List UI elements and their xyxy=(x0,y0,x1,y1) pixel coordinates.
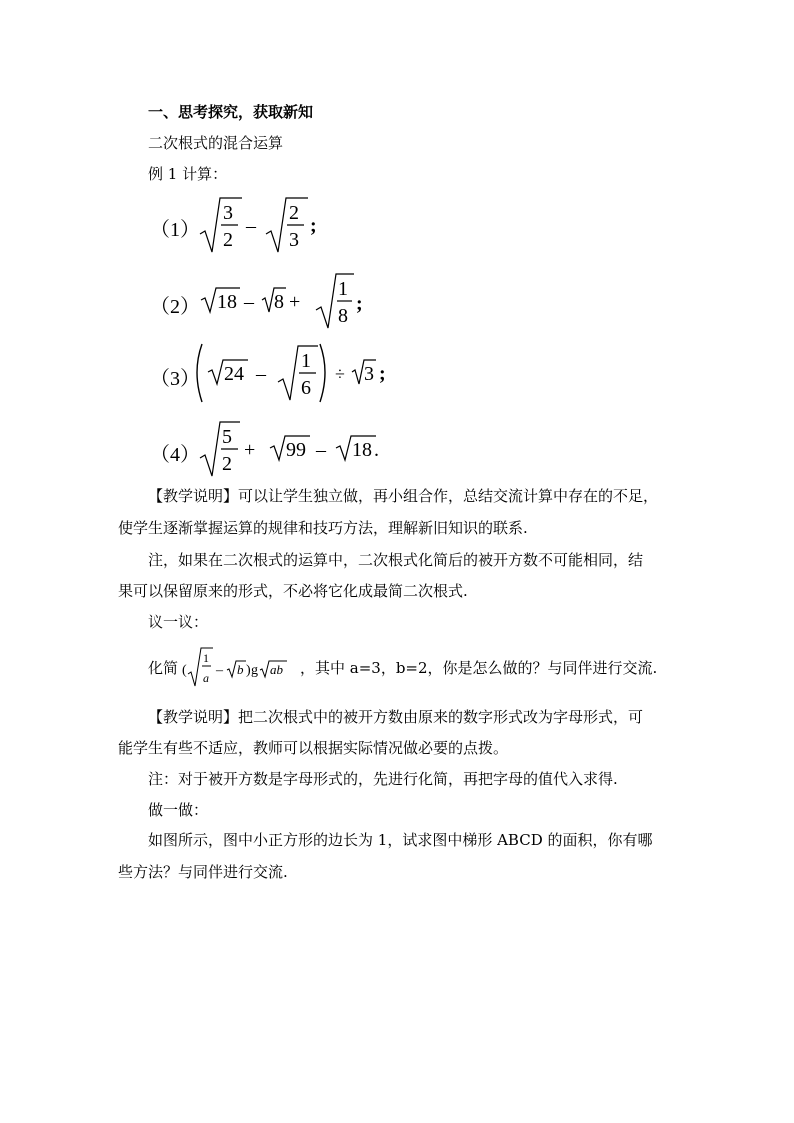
topic-title: 二次根式的混合运算 xyxy=(148,134,284,152)
p2-tail: ; xyxy=(356,293,363,315)
p4-operator-2: – xyxy=(316,439,326,461)
p1-operator: – xyxy=(246,215,256,237)
simplify-expression xyxy=(180,644,292,692)
teaching-note-1-line-1: 【教学说明】可以让学生独立做，再小组合作，总结交流计算中存在的不足， xyxy=(148,487,659,505)
p4-tail: . xyxy=(374,439,379,461)
problem-2-expression xyxy=(198,270,378,332)
simplify-minus: – xyxy=(216,663,223,678)
problem-1-label: （1） xyxy=(150,219,200,241)
p3-radicand-2: 3 xyxy=(364,363,374,385)
simplify-radicand-b: b xyxy=(237,662,244,677)
simplify-radicand-ab: ab xyxy=(270,662,283,677)
right-paren xyxy=(320,344,325,402)
p3-divide: ÷ xyxy=(335,364,345,384)
p1-a-numerator: 3 xyxy=(223,202,233,224)
simplify-prefix: 化简 xyxy=(148,659,179,677)
note-1-line-2: 果可以保留原来的形式，不必将它化成最简二次根式. xyxy=(118,582,468,600)
close-paren: ) xyxy=(246,663,251,678)
do-label: 做一做： xyxy=(148,801,209,819)
simplify-numerator: 1 xyxy=(203,651,209,665)
p3-denominator: 6 xyxy=(301,377,311,399)
p2-operator-2: + xyxy=(289,291,301,313)
p1-b-denominator: 3 xyxy=(289,229,299,251)
p4-radicand-2: 18 xyxy=(352,439,372,461)
problem-1-expression xyxy=(196,196,336,258)
simplify-mid: g xyxy=(251,663,258,678)
note-1-line-1: 注，如果在二次根式的运算中，二次根式化简后的被开方数不可能相同，结 xyxy=(148,551,644,569)
radical-sign xyxy=(188,648,213,686)
p3-numerator: 1 xyxy=(301,350,311,372)
p2-denominator: 8 xyxy=(338,305,348,327)
example-label: 例 1 计算： xyxy=(148,165,228,183)
p4-denominator: 2 xyxy=(222,453,232,475)
p2-operator-1: – xyxy=(244,291,254,313)
problem-4-expression xyxy=(198,418,398,480)
p2-numerator: 1 xyxy=(338,278,348,300)
p2-radicand-1: 18 xyxy=(217,291,237,313)
problem-3-expression xyxy=(192,340,402,406)
p2-radicand-2: 8 xyxy=(274,291,284,313)
problem-3-label: （3） xyxy=(150,368,200,390)
teaching-note-2-line-1: 【教学说明】把二次根式中的被开方数由原来的数字形式改为字母形式，可 xyxy=(148,708,644,726)
p4-radicand-1: 99 xyxy=(286,439,306,461)
simplify-denominator: a xyxy=(203,671,209,685)
open-paren: ( xyxy=(182,663,187,678)
problem-4-label: （4） xyxy=(150,444,200,466)
p4-operator-1: + xyxy=(244,439,256,461)
problem-2-label: （2） xyxy=(150,296,200,318)
simplify-suffix: ，其中 a=3，b=2，你是怎么做的？与同伴进行交流. xyxy=(300,659,658,677)
left-paren xyxy=(197,344,202,402)
figure-question-line-1: 如图所示，图中小正方形的边长为 1，试求图中梯形 ABCD 的面积，你有哪 xyxy=(148,831,653,849)
note-2: 注：对于被开方数是字母形式的，先进行化简，再把字母的值代入求得. xyxy=(148,770,618,788)
discuss-label: 议一议： xyxy=(148,613,209,631)
figure-question-line-2: 些方法？与同伴进行交流. xyxy=(118,863,288,881)
p4-numerator: 5 xyxy=(222,426,232,448)
p1-a-denominator: 2 xyxy=(223,229,233,251)
section-title: 一、思考探究，获取新知 xyxy=(148,103,314,121)
p3-tail: ; xyxy=(379,363,386,385)
teaching-note-2-line-2: 能学生有些不适应，教师可以根据实际情况做必要的点拨。 xyxy=(118,739,509,757)
p3-radicand-1: 24 xyxy=(224,363,244,385)
p1-b-numerator: 2 xyxy=(289,202,299,224)
teaching-note-1-line-2: 使学生逐渐掌握运算的规律和技巧方法，理解新旧知识的联系. xyxy=(118,519,528,537)
p1-tail: ; xyxy=(310,215,317,237)
p3-operator-1: – xyxy=(256,363,266,385)
